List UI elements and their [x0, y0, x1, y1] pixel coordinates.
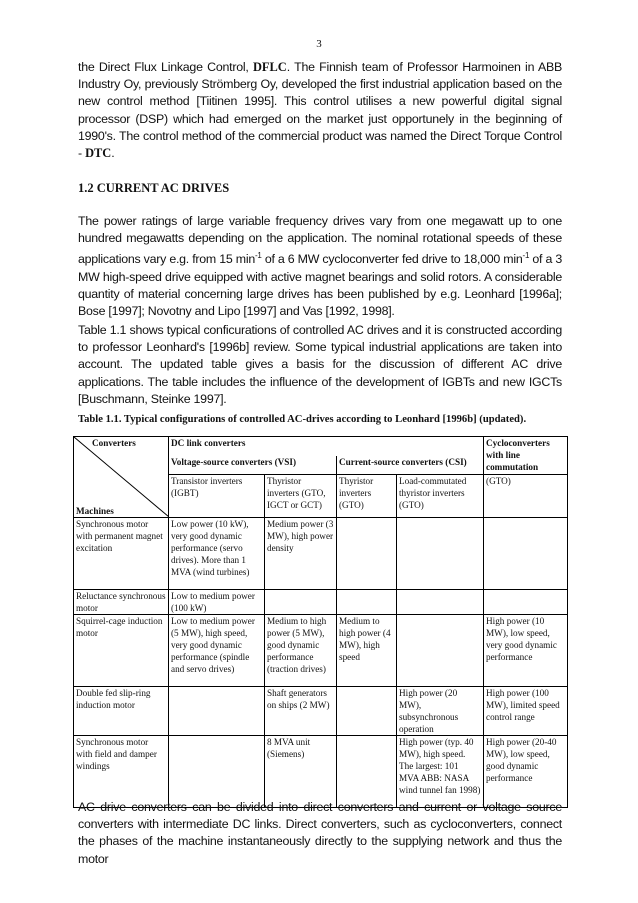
paragraph-intro — [78, 59, 562, 162]
p2-sup-2: -1 — [522, 251, 530, 261]
table-cell: Low power (10 kW), very good dynamic performance (servo drives). More than 1 MVA (wind turbines) — [169, 518, 265, 590]
drives-configuration-table — [73, 436, 568, 808]
dc-link-header: DC link converters — [169, 437, 484, 456]
col-load-commutated: Load-commutated thyristor inverters (GTO) — [397, 475, 484, 518]
table-cell: High power (typ. 40 MW), high speed. The largest: 101 MVA ABB: NASA wind tunnel fan 1998) — [397, 736, 484, 808]
corner-converters-label: Converters — [92, 438, 136, 448]
table-cell — [397, 615, 484, 687]
p2-text-b: of a 6 MW cycloconverter fed drive to 18,000 min — [261, 252, 523, 267]
col-gto: (GTO) — [484, 475, 568, 518]
machine-cell: Squirrel-cage induction motor — [74, 615, 169, 687]
table-cell: Medium to high power (5 MW), good dynamic performance (traction drives) — [265, 615, 337, 687]
table-cell — [337, 518, 397, 590]
table-cell: Medium to high power (4 MW), high speed — [337, 615, 397, 687]
table-row — [74, 687, 568, 736]
vsi-header: Voltage-source converters (VSI) — [169, 456, 337, 475]
page-number: 3 — [316, 38, 322, 50]
table-cell — [337, 687, 397, 736]
p2-text-a: The power ratings of large variable frequency drives vary from one megawatt up to one hundred megawatts depending on the application. The nominal rotational speeds of these applications vary e.g. from 15 min — [78, 214, 562, 267]
table-cell — [337, 736, 397, 808]
table-cell — [397, 590, 484, 615]
p1-text-a: the Direct Flux Linkage Control, — [78, 60, 253, 74]
p1-text-e: . — [111, 146, 115, 161]
table-cell — [484, 518, 568, 590]
table-cell: High power (20-40 MW), low speed, good dynamic performance — [484, 736, 568, 808]
p2-sup-1: -1 — [254, 251, 262, 261]
table-cell: Medium power (3 MW), high power density — [265, 518, 337, 590]
table-cell: High power (100 MW), limited speed control range — [484, 687, 568, 736]
col-transistor-inverters: Transistor inverters (IGBT) — [169, 475, 265, 518]
corner-machines-label: Machines — [76, 506, 114, 516]
table-cell — [169, 687, 265, 736]
paragraph-converters: AC drive converters can be divided into direct converters and current or voltage source converters with intermediate DC links. Direct converters, such as cycloconverters, connect the phases of the machine instantaneously directly to the supplying network and thus the motor — [78, 800, 562, 866]
table-cell: Low to medium power (5 MW), high speed, very good dynamic performance (spindle and servo drives) — [169, 615, 265, 687]
table-cell — [484, 590, 568, 615]
table-corner-cell — [74, 437, 169, 518]
table-cell — [265, 590, 337, 615]
table-row — [74, 590, 568, 615]
p1-text-c: . The Finnish team of Professor Harmoinen in ABB Industry Oy, previously Strömberg Oy, developed the first industrial application based on the new control method [Tiitinen 1995]. This control utilises a new powerful digital signal processor (DSP) which had emerged on the market just opportunely in the beginning of 1990's. The control method of the commercial product was named the Direct Torque Control - — [78, 60, 563, 161]
table-cell: Shaft generators on ships (2 MW) — [265, 687, 337, 736]
paragraph-table-intro: Table 1.1 shows typical conficurations of controlled AC drives and it is constructed according to professor Leonhard's [1996b] review. Some typical industrial applications are taken into account. The updated table gives a basis for the discussion of different AC drive applications. The table includes the influence of the development of IGBTs and new IGCTs [Buschmann, Steinke 1997]. — [78, 323, 562, 406]
table-cell: 8 MVA unit (Siemens) — [265, 736, 337, 808]
csi-header: Current-source converters (CSI) — [337, 456, 484, 475]
table-row — [74, 518, 568, 590]
table-header-row — [74, 437, 568, 456]
cyclo-header: Cycloconverters with line commutation — [484, 437, 568, 475]
table-cell — [397, 518, 484, 590]
table-cell: Low to medium power (100 kW) — [169, 590, 265, 615]
section-heading: 1.2 CURRENT AC DRIVES — [78, 181, 230, 195]
table-caption: Table 1.1. Typical configurations of controlled AC-drives according to Leonhard [1996b] (updated). — [78, 414, 527, 425]
machine-cell: Double fed slip-ring induction motor — [74, 687, 169, 736]
machine-cell: Reluctance synchronous motor — [74, 590, 169, 615]
dflc-term: DFLC — [252, 60, 287, 74]
machine-cell: Synchronous motor with permanent magnet excitation — [74, 518, 169, 590]
col-thyristor-inverters-vsi: Thyristor inverters (GTO, IGCT or GCT) — [265, 475, 337, 518]
machine-cell: Synchronous motor with field and damper windings — [74, 736, 169, 808]
table-cell — [337, 590, 397, 615]
col-thyristor-inverters-csi: Thyristor inverters (GTO) — [337, 475, 397, 518]
table-cell — [169, 736, 265, 808]
table-cell: High power (20 MW), subsynchronous operation — [397, 687, 484, 736]
table-cell: High power (10 MW), low speed, very good dynamic performance — [484, 615, 568, 687]
dtc-term: DTC — [85, 146, 112, 161]
paragraph-power-ratings — [78, 213, 562, 320]
table-row — [74, 615, 568, 687]
table-row — [74, 736, 568, 808]
p2-text-c: of a 3 MW high-speed drive equipped with active magnet bearings and solid rotors. A considerable quantity of material concerning large drives has been published by e.g. Leonhard [1996a]; Bose [1997]; Novotny and Lipo [1997] and Vas [1992, 1998]. — [78, 252, 562, 319]
